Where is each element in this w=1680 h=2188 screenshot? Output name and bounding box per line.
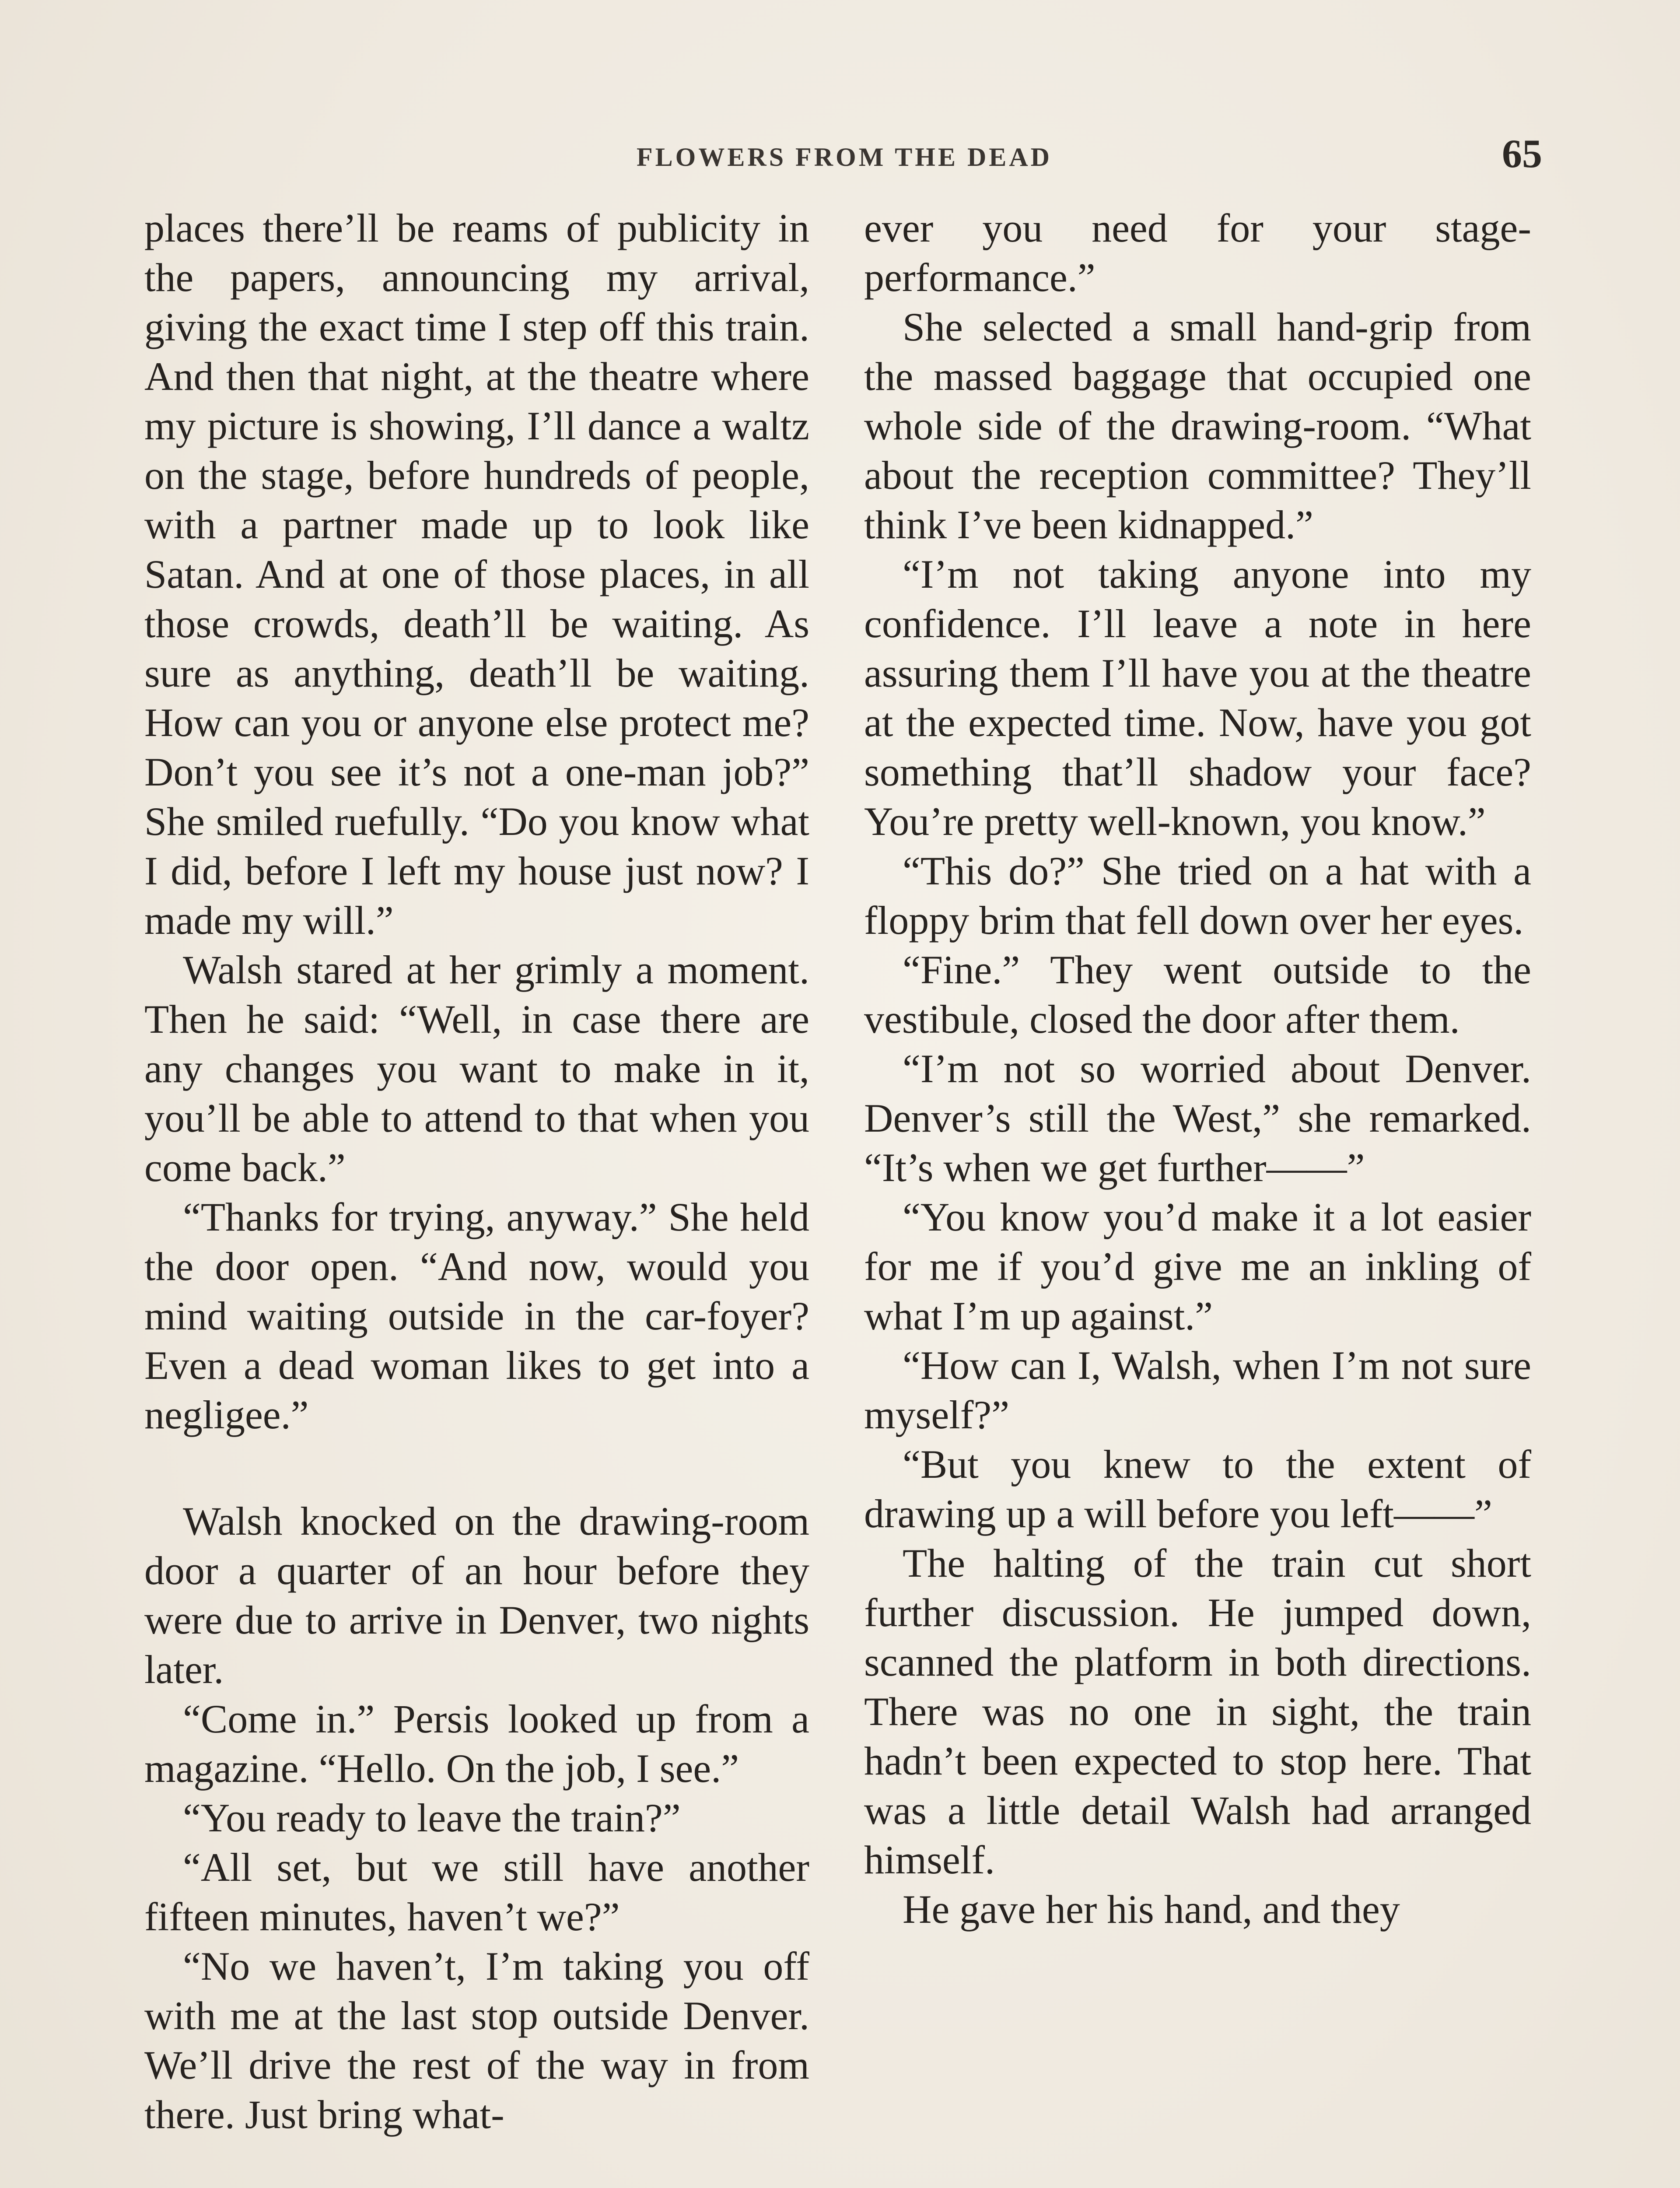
left-column (144, 203, 809, 2139)
paragraph: “How can I, Walsh, when I’m not sure myself?” (864, 1343, 1531, 1437)
paragraph: “This do?” She tried on a hat with a floppy brim that fell down over her eyes. (864, 849, 1531, 943)
paragraph: She selected a small hand-grip from the massed baggage that occupied one whole side of the drawing-room. “What about the reception committee? They’ll think I’ve been kidnapped.” (864, 305, 1531, 547)
paragraph: He gave her his hand, and they (903, 1887, 1400, 1932)
paragraph: “No we haven’t, I’m taking you off with me at the last stop outside Denver. We’ll drive the rest of the way in from there. Just bring what- (144, 1944, 809, 2137)
paragraph: “But you knew to the extent of drawing up a will before you left——” (864, 1442, 1531, 1536)
paragraph: places there’ll be reams of publicity in the papers, announcing my arrival, giving the exact time I step off this train. And then that night, at the theatre where my picture is showing, I’ll dance a waltz on the stage, before hundreds of people, with a partner made up to look like Satan. And at one of those places, in all those crowds, death’ll be waiting. As sure as anything, death’ll be waiting. How can you or anyone else protect me? Don’t you see it’s not a one-man job?” She smiled ruefully. “Do you know what I did, before I left my house just now? I made my will.” (144, 206, 809, 943)
paragraph: ever you need for your stage-performance.” (864, 206, 1531, 300)
paragraph: “I’m not taking anyone into my confidence. I’ll leave a note in here assuring them I’ll have you at the theatre at the expected time. Now, have you got something that’ll shadow your face? You’re pretty well-known, you know.” (864, 552, 1531, 844)
paragraph: “Come in.” Persis looked up from a magazine. “Hello. On the job, I see.” (144, 1697, 809, 1791)
paragraph: Walsh stared at her grimly a moment. Then he said: “Well, in case there are any changes you want to make in it, you’ll be able to attend to that when you come back.” (144, 947, 809, 1190)
paragraph: “Thanks for trying, anyway.” She held the door open. “And now, would you mind waiting outside in the car-foyer? Even a dead woman likes to get into a negligee.” (144, 1195, 809, 1437)
paragraph: “I’m not so worried about Denver. Denver’s still the West,” she remarked. “It’s when we get further——” (864, 1046, 1531, 1190)
paragraph: Walsh knocked on the drawing-room door a quarter of an hour before they were due to arrive in Denver, two nights later. (144, 1499, 809, 1692)
page-number: 65 (1502, 131, 1542, 176)
paragraph: “You ready to leave the train?” (183, 1795, 681, 1840)
paragraph: “All set, but we still have another fifteen minutes, haven’t we?” (144, 1845, 809, 1939)
paragraph: “Fine.” They went outside to the vestibule, closed the door after them. (864, 947, 1531, 1041)
paragraph: The halting of the train cut short further discussion. He jumped down, scanned the platform in both directions. There was no one in sight, the train hadn’t been expected to stop here. That was a little detail Walsh had arranged himself. (864, 1541, 1531, 1882)
paragraph: “You know you’d make it a lot easier for me if you’d give me an inkling of what I’m up against.” (864, 1195, 1531, 1338)
right-column (864, 203, 1531, 1934)
running-title: FLOWERS FROM THE DEAD (637, 143, 1052, 172)
